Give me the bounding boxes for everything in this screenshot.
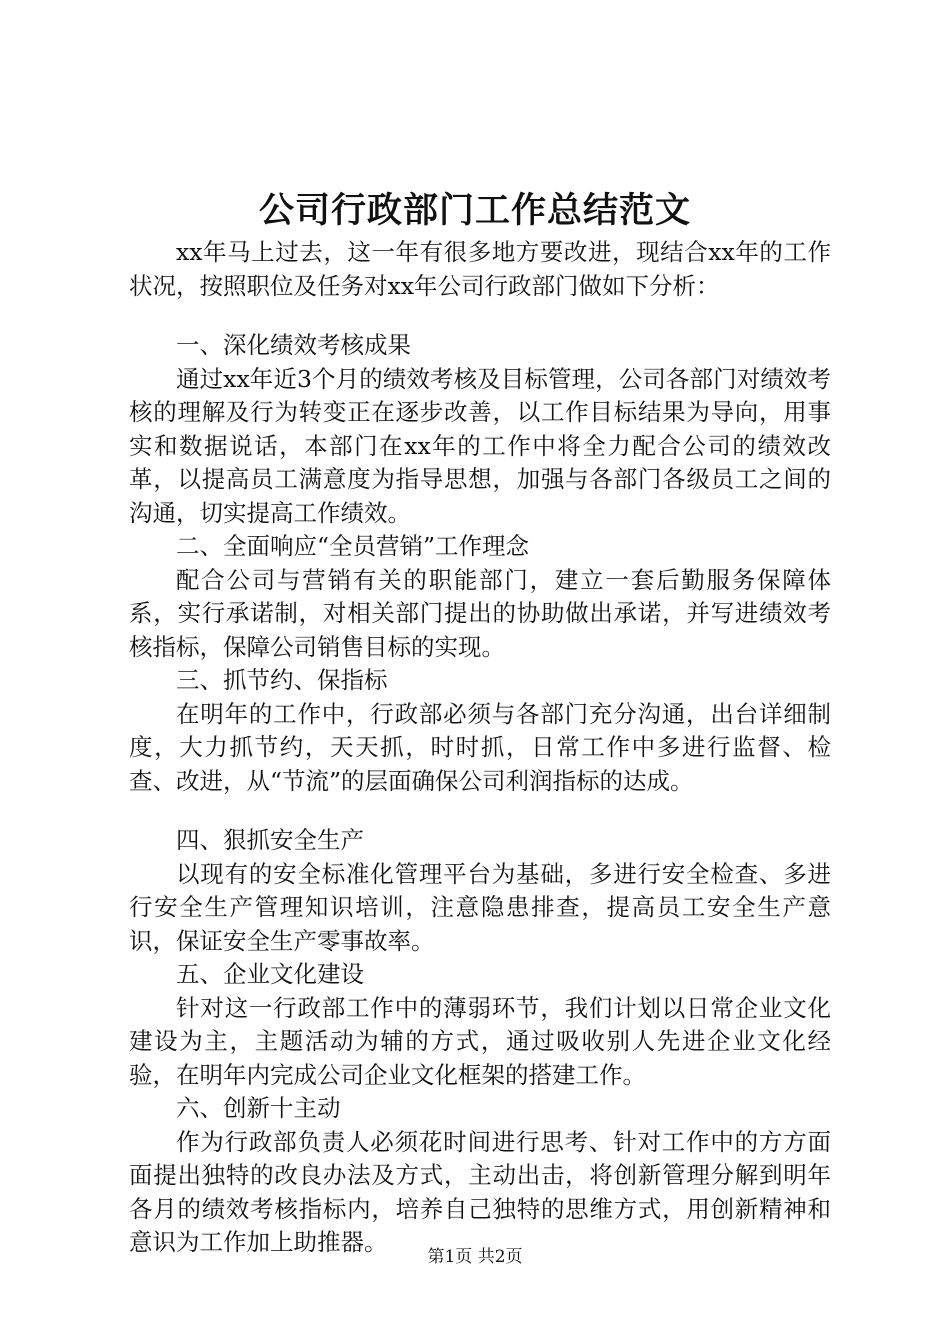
spacer — [129, 303, 831, 329]
section-3-body: 在明年的工作中，行政部必须与各部门充分沟通，出台详细制度，大力抓节约，天天抓，时时抓，日常工作中多进行监督、检查、改进，从“节流”的层面确保公司利润指标的达成。 — [129, 699, 831, 795]
spacer — [129, 798, 831, 824]
section-6-body: 作为行政部负责人必须花时间进行思考、针对工作中的方方面面提出独特的改良办法及方式，主动出击，将创新管理分解到明年各月的绩效考核指标内，培养自己独特的思维方式，用创新精神和意识为工作加上助推器。 — [129, 1127, 831, 1256]
section-3-heading: 三、抓节约、保指标 — [176, 666, 388, 694]
page-footer: 第1页 共2页 — [427, 1247, 523, 1267]
section-4-body: 以现有的安全标准化管理平台为基础，多进行安全检查、多进行安全生产管理知识培训，注意隐患排查，提高员工安全生产意识，保证安全生产零事故率。 — [129, 859, 831, 955]
section-2-body: 配合公司与营销有关的职能部门，建立一套后勤服务保障体系，实行承诺制，对相关部门提出的协助做出承诺，并写进绩效考核指标，保障公司销售目标的实现。 — [129, 565, 831, 661]
section-4-heading: 四、狠抓安全生产 — [176, 826, 364, 854]
section-1-body: 通过xx年近3个月的绩效考核及目标管理，公司各部门对绩效考核的理解及行为转变正在逐步改善，以工作目标结果为导向，用事实和数据说话，本部门在xx年的工作中将全力配合公司的绩效改革，以提高员工满意度为指导思想，加强与各部门各级员工之间的沟通，切实提高工作绩效。 — [129, 364, 831, 527]
section-5-heading: 五、企业文化建设 — [176, 960, 364, 988]
section-2-heading: 二、全面响应“全员营销”工作理念 — [176, 532, 530, 560]
section-6-heading: 六、创新十主动 — [176, 1094, 341, 1122]
section-5-body: 针对这一行政部工作中的薄弱环节，我们计划以日常企业文化建设为主，主题活动为辅的方式，通过吸收别人先进企业文化经验，在明年内完成公司企业文化框架的搭建工作。 — [129, 993, 831, 1089]
section-1-heading: 一、深化绩效考核成果 — [176, 331, 411, 359]
intro-paragraph: xx年马上过去，这一年有很多地方要改进，现结合xx年的工作状况，按照职位及任务对xx年公司行政部门做如下分析： — [129, 238, 831, 300]
document-body — [129, 236, 831, 1260]
document-title: 公司行政部门工作总结范文 — [258, 190, 691, 231]
